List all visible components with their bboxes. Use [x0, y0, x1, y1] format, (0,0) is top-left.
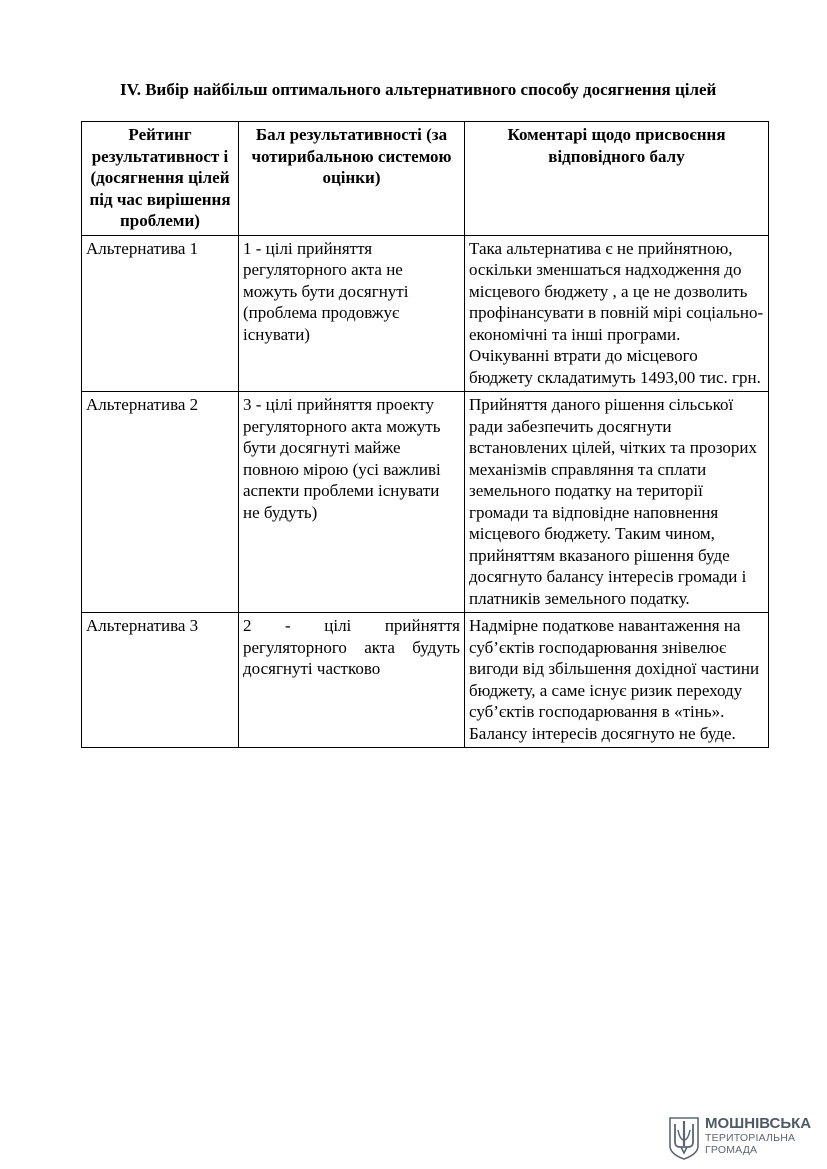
header-comment: Коментарі щодо присвоєння відповідного балу [465, 122, 769, 236]
logo-line-territorial: ТЕРИТОРІАЛЬНА [705, 1132, 796, 1144]
row-comment: Прийняття даного рішення сільської ради забезпечить досягнути встановлених цілей, чітких та прозорих механізмів справляння та сплати земельного податку на території громади та відповідне наповнення місцевого бюджету. Таким чином, прийняттям вказаного рішення буде досягнуто балансу інтересів громади і платників земельного податку. [465, 392, 769, 613]
table-header-row [82, 122, 769, 236]
table-row [82, 235, 769, 392]
row-rating: Альтернатива 1 [82, 235, 239, 392]
row-rating: Альтернатива 3 [82, 613, 239, 748]
row-comment: Надмірне податкове навантаження на суб’єктів господарювання знівелює вигоди від збільшення дохідної частини бюджету, а саме існує ризик переходу суб’єктів господарювання в «тінь». Балансу інтересів досягнуто не буде. [465, 613, 769, 748]
row-score: 2 - цілі прийняття регуляторного акта будуть досягнуті частково [239, 613, 465, 748]
table-row [82, 392, 769, 613]
row-comment: Така альтернатива є не прийнятною, оскільки зменшаться надходження до місцевого бюджету , а це не дозволить профінансувати в повній мірі соціально- економічні та інші програми. Очікуванні втрати до місцевого бюджету складатимуть 1493,00 тис. грн. [465, 235, 769, 392]
row-rating: Альтернатива 2 [82, 392, 239, 613]
row-score: 1 - цілі прийняття регуляторного акта не можуть бути досягнуті (проблема продовжує існувати) [239, 235, 465, 392]
logo-line-community: ГРОМАДА [705, 1144, 758, 1156]
header-score: Бал результативності (за чотирибальною системою оцінки) [239, 122, 465, 236]
logo-name: МОШНІВСЬКА [705, 1115, 812, 1132]
row-score: 3 - цілі прийняття проекту регуляторного акта можуть бути досягнуті майже повною мірою (усі важливі аспекти проблеми існувати не будуть) [239, 392, 465, 613]
trident-icon [667, 1116, 701, 1160]
alternatives-table [81, 121, 769, 748]
section-heading: IV. Вибір найбільш оптимального альтернативного способу досягнення цілей [120, 80, 717, 99]
table-row [82, 613, 769, 748]
community-logo [667, 1113, 812, 1161]
header-rating: Рейтинг результативност і (досягнення цілей під час вирішення проблеми) [82, 122, 239, 236]
